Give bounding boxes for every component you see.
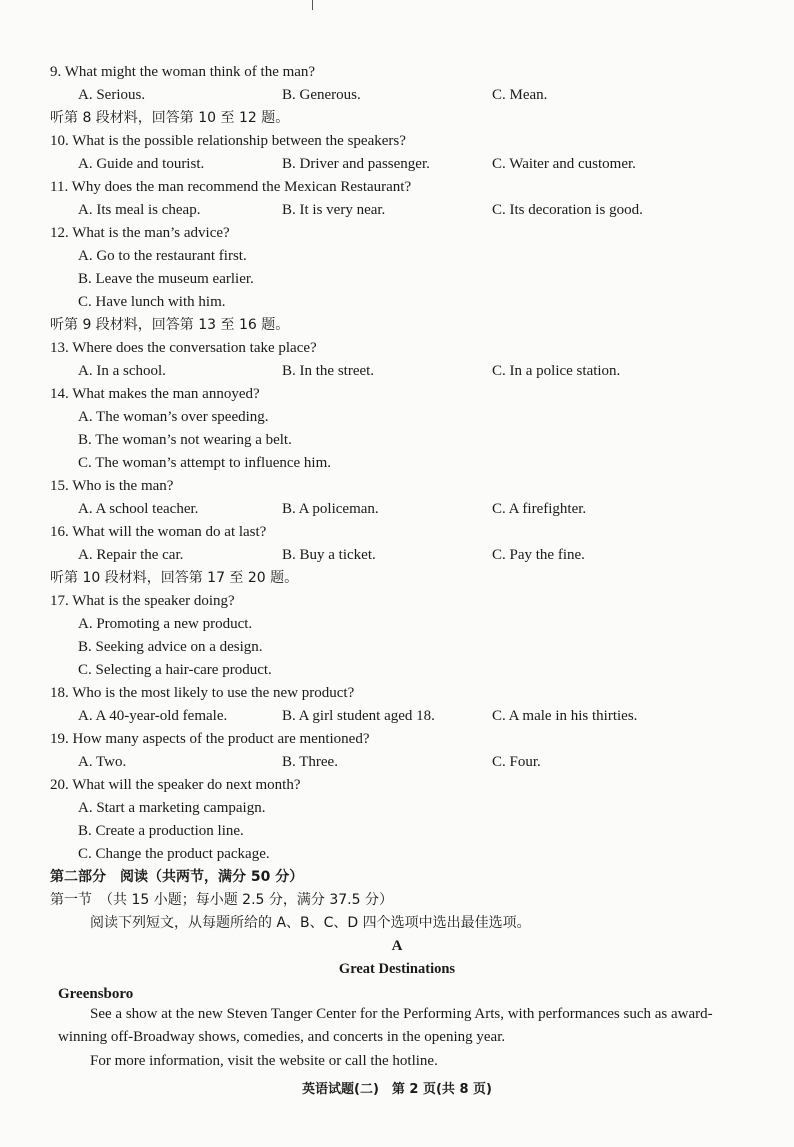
question-12: 12. What is the man’s advice? [50, 225, 230, 241]
option-c: C. The woman’s attempt to influence him. [78, 455, 332, 471]
option-c: C. A firefighter. [492, 501, 587, 517]
question-16: 16. What will the woman do at last? [50, 524, 267, 540]
question-text: What might the woman think of the man? [64, 64, 316, 80]
option-b: B. Generous. [282, 87, 361, 103]
option-a: A. The woman’s over speeding. [78, 409, 269, 425]
question-11: 11. Why does the man recommend the Mexican Restaurant? [50, 179, 412, 195]
option-b: B. A policeman. [282, 501, 379, 517]
question-14: 14. What makes the man annoyed? [50, 386, 260, 402]
question-20: 20. What will the speaker do next month? [50, 777, 301, 793]
option-c: C. Waiter and customer. [492, 156, 636, 172]
option-b: B. A girl student aged 18. [282, 708, 435, 724]
option-c: C. Selecting a hair-care product. [78, 662, 272, 678]
option-a: A. Repair the car. [78, 547, 184, 563]
section-9-heading: 听第 9 段材料，回答第 13 至 16 题。 [50, 317, 290, 333]
scan-mark [312, 0, 313, 10]
option-b: B. In the street. [282, 363, 375, 379]
option-a: A. A 40-year-old female. [78, 708, 228, 724]
option-b: B. Seeking advice on a design. [78, 639, 263, 655]
option-c: C. Four. [492, 754, 541, 770]
option-c: C. Pay the fine. [492, 547, 585, 563]
section-10-heading: 听第 10 段材料，回答第 17 至 20 题。 [50, 570, 299, 586]
option-b: B. It is very near. [282, 202, 386, 218]
question-17: 17. What is the speaker doing? [50, 593, 235, 609]
passage-letter: A [391, 938, 403, 954]
reading-instruction: 阅读下列短文，从每题所给的 A、B、C、D 四个选项中选出最佳选项。 [90, 915, 531, 931]
option-b: B. Three. [282, 754, 338, 770]
option-a: A. Promoting a new product. [78, 616, 253, 632]
passage-paragraph-2: For more information, visit the website or call the hotline. [90, 1053, 438, 1069]
option-b: B. Leave the museum earlier. [78, 271, 254, 287]
option-b: B. The woman’s not wearing a belt. [78, 432, 292, 448]
page-footer: 英语试题(二) 第 2 页(共 8 页) [302, 1082, 492, 1097]
question-10: 10. What is the possible relationship between the speakers? [50, 133, 406, 149]
passage-title: Great Destinations [338, 961, 456, 977]
option-b: B. Buy a ticket. [282, 547, 376, 563]
option-c: C. Its decoration is good. [492, 202, 643, 218]
question-number: 9. [50, 64, 62, 80]
option-b: B. Create a production line. [78, 823, 244, 839]
question-13: 13. Where does the conversation take place? [50, 340, 317, 356]
option-c: C. A male in his thirties. [492, 708, 638, 724]
option-a: A. In a school. [78, 363, 166, 379]
option-c: C. In a police station. [492, 363, 621, 379]
option-a: A. A school teacher. [78, 501, 199, 517]
option-c: C. Change the product package. [78, 846, 270, 862]
option-a: A. Guide and tourist. [78, 156, 205, 172]
question-9 [50, 62, 750, 82]
destination-heading: Greensboro [58, 986, 134, 1002]
option-a: A. Start a marketing campaign. [78, 800, 266, 816]
section-8-heading: 听第 8 段材料，回答第 10 至 12 题。 [50, 110, 290, 126]
option-c: C. Have lunch with him. [78, 294, 226, 310]
option-c: C. Mean. [492, 87, 548, 103]
option-a: A. Serious. [78, 87, 146, 103]
section-1-title: 第一节 （共 15 小题；每小题 2.5 分，满分 37.5 分） [50, 892, 393, 908]
option-b: B. Driver and passenger. [282, 156, 430, 172]
part-2-title: 第二部分 阅读（共两节，满分 50 分） [50, 869, 304, 885]
question-18: 18. Who is the most likely to use the new product? [50, 685, 355, 701]
question-19: 19. How many aspects of the product are mentioned? [50, 731, 370, 747]
question-15: 15. Who is the man? [50, 478, 174, 494]
option-a: A. Its meal is cheap. [78, 202, 201, 218]
option-a: A. Go to the restaurant first. [78, 248, 247, 264]
passage-paragraph-1: See a show at the new Steven Tanger Center for the Performing Arts, with performances such as award-winning off-Broadway shows, comedies, and concerts in the opening year. [58, 1006, 713, 1045]
option-a: A. Two. [78, 754, 127, 770]
